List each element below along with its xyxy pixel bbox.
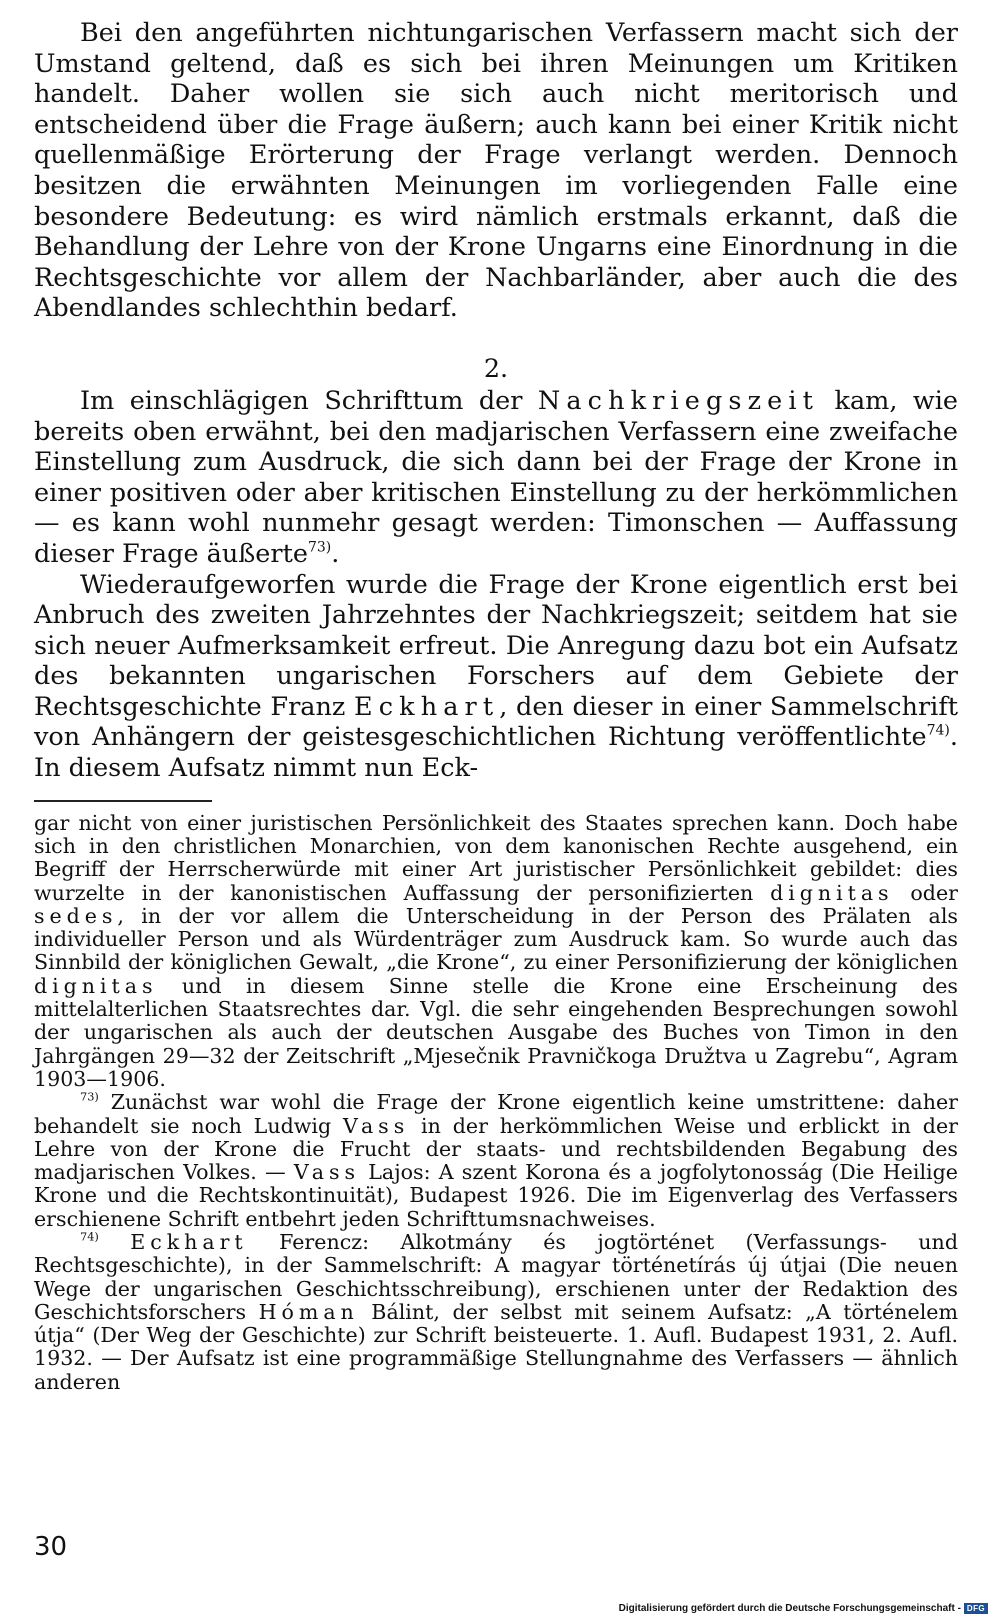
fn-spaced-dignitas-2: dignitas xyxy=(34,973,158,998)
paragraph-2-text-a: Im einschlägigen Schrifttum der xyxy=(80,385,538,416)
fn-cont-text-c: , in der vor allem die Unterscheidung in der Person des Prälaten als individueller Person und als Würdenträger zum Ausdruck kam. So wurde auch das Sinnbild der königlichen Gewalt, „die Krone“, zu einer Personifizierung der königlichen xyxy=(34,903,958,975)
main-text xyxy=(34,18,958,784)
footnote-74-marker: 74) xyxy=(80,1229,99,1244)
footnote-74 xyxy=(34,1231,958,1394)
fn-spaced-dignitas: dignitas xyxy=(770,880,894,905)
fn73-spaced-vass-2: Vass xyxy=(293,1160,361,1185)
fn73-text-a: Zunächst war wohl die Frage der Krone eigentlich keine umstrittene: daher behandelt sie noch Ludwig xyxy=(34,1090,958,1138)
fn74-text-a: Ferencz: Alkotmány és jogtörténet (Verfassungs- und Rechtsgeschichte), in der Sammelschrift: A magyar történetírás új útjai (Die neuen Wege der ungarischen Geschichtsschreibung), erschienen unter der Redaktion des Geschichtsforschers xyxy=(34,1230,958,1324)
fn-cont-text-b: oder xyxy=(893,880,958,905)
footnote-ref-74: 74) xyxy=(926,722,950,739)
paragraph-3 xyxy=(34,570,958,784)
fn73-spaced-vass: Vass xyxy=(343,1113,410,1138)
footnote-73 xyxy=(34,1091,958,1231)
page-number: 30 xyxy=(34,1532,68,1562)
paragraph-3-text-c: . In diesem Aufsatz nimmt nun Eck- xyxy=(34,722,958,784)
document-page xyxy=(34,18,958,1394)
paragraph-3-text-a: Wiederaufgeworfen wurde die Frage der Krone eigentlich erst bei Anbruch des zweiten Jahrzehntes der Nachkriegszeit; seitdem hat sie sich neuer Aufmerksamkeit erfreut. Die Anregung dazu bot ein Aufsatz des bekannten ungarischen Forschers auf dem Gebiete der Rechtsgeschichte Franz xyxy=(34,569,958,722)
spaced-term-nachkriegszeit: Nachkriegszeit xyxy=(537,385,820,416)
fn-spaced-sedes: sedes xyxy=(34,903,118,928)
footnote-ref-73: 73) xyxy=(307,539,332,556)
paragraph-2-end: . xyxy=(331,538,340,569)
section-number: 2. xyxy=(483,353,509,384)
fn-cont-text-d: und in diesem Sinne stelle die Krone eine Erscheinung des mittelalterlichen Staatsrechtes dar. Vgl. die sehr eingehenden Besprechungen sowohl der ungarischen als auch der deutschen Ausgabe des Buches von Timon in den Jahrgängen 29—32 der Zeitschrift „Mjesečnik Pravničkoga Družtva u Zagrebu“, Agram 1903—1906. xyxy=(34,973,958,1091)
dfg-logo: DFG xyxy=(964,1603,988,1614)
paragraph-2 xyxy=(34,386,958,570)
fn73-text-c: Lajos: A szent Korona és a jogfolytonosság (Die Heilige Krone und die Rechtskontinuität), Budapest 1926. Die im Eigenverlag des Verfassers erschienene Schrift entbehrt jeden Schrifttumsnachweises. xyxy=(34,1160,958,1231)
fn74-spaced-homan: Hóman xyxy=(258,1299,359,1324)
fn74-text-b: Bálint, der selbst mit seinem Aufsatz: „A történelem útja“ (Der Weg der Geschichte) zur Schrift beisteuerte. 1. Aufl. Budapest 1931, 2. Aufl. 1932. — Der Aufsatz ist eine programmäßige Stellungnahme des Verfassers — ähnlich anderen xyxy=(34,1299,958,1394)
footnote-continuation xyxy=(34,812,958,1092)
digitization-credit xyxy=(619,1603,988,1614)
fn74-spaced-eckhart: Eckhart xyxy=(130,1230,248,1254)
paragraph-1: Bei den angeführten nichtungarischen Verfassern macht sich der Umstand geltend, daß es sich bei ihren Meinungen um Kritiken handelt. Daher wollen sie sich auch nicht meritorisch und entscheidend über die Frage äußern; auch kann bei einer Kritik nicht quellenmäßige Erörterung der Frage verlangt werden. Dennoch besitzen die erwähnten Meinungen im vorliegenden Falle eine besondere Bedeutung: es wird nämlich erstmals erkannt, daß die Behandlung der Lehre von der Krone Ungarns eine Einordnung in die Rechtsgeschichte vor allem der Nachbarländer, aber auch die des Abendlandes schlechthin bedarf. xyxy=(34,18,958,324)
footnotes xyxy=(34,812,958,1394)
paragraph-3-text-b: , den dieser in einer Sammelschrift von Anhängern der geistesgeschichtlichen Richtung veröffentlichte xyxy=(34,691,958,753)
spaced-name-eckhart: Eckhart xyxy=(353,691,500,722)
fn-cont-text-a: gar nicht von einer juristischen Persönlichkeit des Staates sprechen kann. Doch habe sich in den christlichen Monarchien, von dem kanonischen Rechte ausgehend, ein Begriff der Herrscherwürde mit einer Art juristischer Persönlichkeit gebildet: dies wurzelte in der kanonistischen Auffassung der personifizierten xyxy=(34,810,958,905)
footnote-73-marker: 73) xyxy=(80,1089,99,1104)
credit-text: Digitalisierung gefördert durch die Deutsche Forschungsgemeinschaft - xyxy=(618,1603,961,1614)
paragraph-2-text-b: kam, wie bereits oben erwähnt, bei den madjarischen Verfassern eine zweifache Einstellung zum Ausdruck, die sich dann bei der Frage der Krone in einer positiven oder aber kritischen Einstellung zu der herkömmlichen — es kann wohl nunmehr gesagt werden: Timonschen — Auffassung dieser Frage äußerte xyxy=(34,385,958,569)
footnote-divider xyxy=(34,800,212,802)
fn73-text-b: in der herkömmlichen Weise und erblickt in der Lehre von der Krone die Frucht der staats- und rechtsbildenden Begabung des madjarischen Volkes. — xyxy=(34,1113,958,1185)
